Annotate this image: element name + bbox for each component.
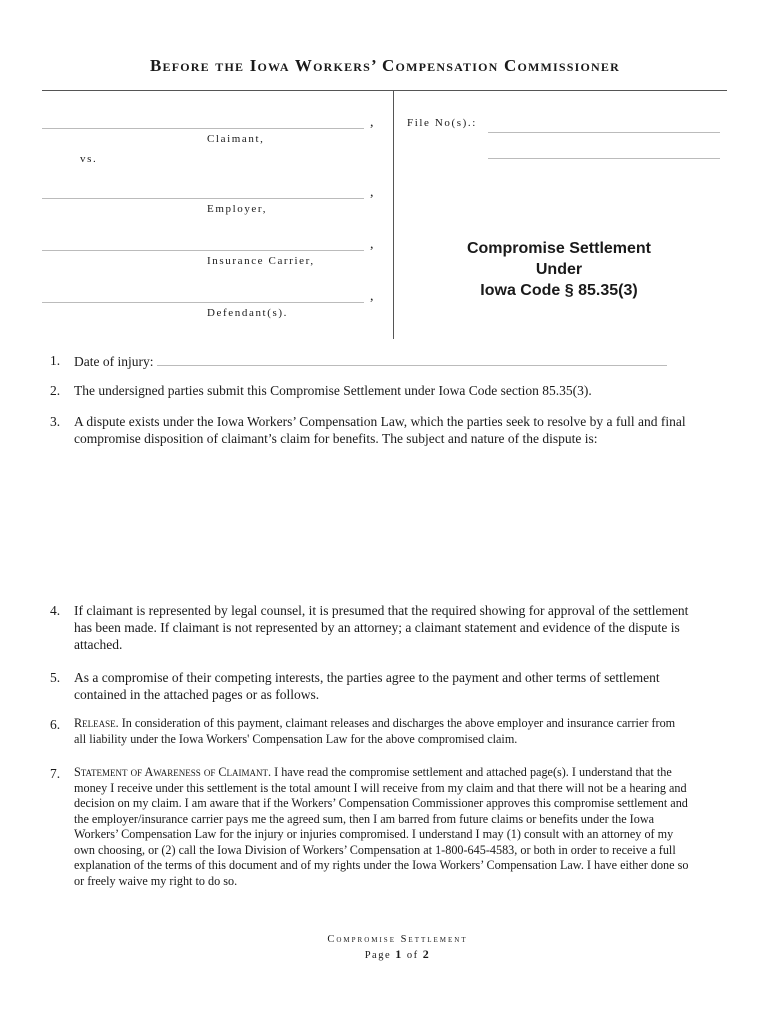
item-number: 3. [50,414,61,429]
document-title [420,238,698,301]
item-4 [50,602,690,653]
claimant-label: Claimant, [207,133,265,145]
employer-label: Employer, [207,203,268,215]
file-number-line-2[interactable] [488,158,720,159]
date-of-injury-line[interactable] [157,352,667,366]
employer-comma: , [370,185,374,200]
page-word: Page [364,950,392,961]
awareness-heading: Statement of Awareness of Claimant. [74,765,272,779]
item-3-dispute [50,413,690,447]
carrier-name-line[interactable] [42,250,364,251]
item-7-statement-of-awareness [50,765,690,889]
caption-top-rule [42,90,727,91]
employer-name-line[interactable] [42,198,364,199]
item-text: In consideration of this payment, claimant releases and discharges the above employer and insurance carrier from all liability under the Iowa Workers' Compensation Law for the above compromised claim. [74,716,676,746]
defendant-comma: , [370,289,374,304]
item-text: A dispute exists under the Iowa Workers’ Compensation Law, which the parties seek to resolve by a full and final compromise disposition of claimant’s claim for benefits. The subject and nature of the dispute is: [74,414,686,446]
item-text: Date of injury: [74,354,154,369]
page-number: 1 [395,947,403,961]
item-number: 7. [50,766,61,781]
vs-label: vs. [80,153,98,165]
item-text: I have read the compromise settlement and attached page(s). I understand that the money I receive under this settlement is the total amount I will receive from my claim and that there will not be a hearing and decision on my claim. I am aware that if the Workers’ Compensation Commissioner approves this compromise settlement and the employer/insurance carrier pays me the agreed sum, then I am barred from future claims or benefits under the Iowa Workers’ Compensation Law for the injury or injuries compromised. I understand I may (1) consult with an attorney of my own choosing, or (2) call the Iowa Division of Workers’ Compensation at 1-800-645-4583, or both in order to receive a full explanation of the terms of this document and of my rights under the Iowa Workers’ Compensation Law. I have either done so or freely waive my right to do so. [74,765,689,888]
title-line-2: Under [535,261,583,278]
item-number: 6. [50,717,61,732]
item-5 [50,669,690,703]
file-number-line-1[interactable] [488,132,720,133]
title-line-1: Compromise Settlement [466,240,652,257]
caption-divider [393,90,394,339]
page-total: 2 [422,947,431,961]
claimant-name-line[interactable] [42,128,364,129]
footer-label: Compromise Settlement [327,934,468,945]
form-heading: Before the Iowa Workers’ Compensation Commissioner [149,56,620,75]
item-text: As a compromise of their competing interests, the parties agree to the payment and other terms of settlement contained in the attached pages or as follows. [74,670,660,702]
item-6-release [50,716,690,747]
item-number: 1. [50,353,61,368]
claimant-comma: , [370,115,374,130]
item-text: If claimant is represented by legal counsel, it is presumed that the required showing for approval of the settlement has been made. If claimant is not represented by an attorney; a claimant statement and evidence of the dispute is attached. [74,603,689,652]
page-footer [0,934,770,962]
item-number: 2. [50,383,61,398]
of-word: of [406,950,419,961]
title-line-3: Iowa Code § 85.35(3) [480,282,638,299]
carrier-label: Insurance Carrier, [207,255,315,267]
item-1-date-of-injury [50,352,690,370]
item-text: The undersigned parties submit this Compromise Settlement under Iowa Code section 85.35(3). [74,383,592,398]
dispute-description-area[interactable] [74,470,690,590]
file-number-label: File No(s).: [407,117,477,129]
page-indicator [0,947,770,962]
release-heading: Release. [74,716,119,730]
item-2 [50,382,690,399]
item-number: 5. [50,670,61,685]
item-number: 4. [50,603,61,618]
carrier-comma: , [370,237,374,252]
defendant-name-line[interactable] [42,302,364,303]
defendants-label: Defendant(s). [207,307,288,319]
